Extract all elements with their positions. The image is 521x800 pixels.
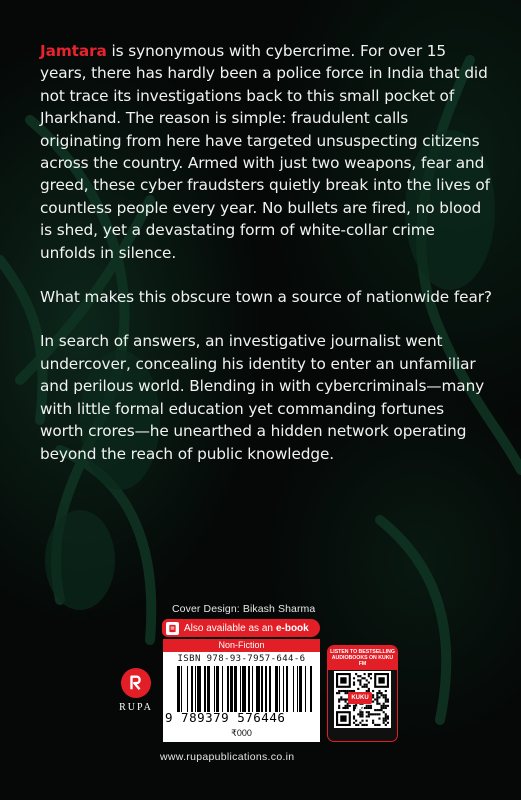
- qr-module: [355, 724, 357, 726]
- kuku-fm-qr-panel: [327, 645, 398, 742]
- qr-module: [370, 713, 372, 715]
- qr-module: [372, 713, 374, 715]
- ebook-banner: [162, 619, 320, 637]
- qr-module: [374, 713, 376, 715]
- kuku-header: LISTEN TO BESTSELLING AUDIOBOOKS ON KUKU FM: [328, 646, 397, 670]
- blurb-paragraph-1: [40, 40, 492, 264]
- qr-module: [366, 711, 368, 713]
- barcode-bar: [312, 666, 313, 712]
- qr-module: [372, 701, 374, 703]
- qr-module: [349, 705, 351, 707]
- qr-module: [378, 690, 380, 692]
- qr-module: [376, 692, 378, 694]
- qr-module: [353, 709, 355, 711]
- qr-module: [387, 722, 389, 724]
- qr-module: [344, 692, 346, 694]
- qr-module: [374, 724, 376, 726]
- qr-module: [338, 698, 340, 700]
- qr-module: [364, 677, 366, 679]
- qr-module: [387, 698, 389, 700]
- qr-module: [378, 724, 380, 726]
- qr-module: [387, 718, 389, 720]
- qr-module: [342, 698, 344, 700]
- qr-module: [366, 686, 368, 688]
- qr-module: [376, 701, 378, 703]
- qr-module: [347, 707, 349, 709]
- qr-module: [381, 694, 383, 696]
- qr-module: [338, 690, 340, 692]
- qr-module: [361, 720, 363, 722]
- qr-module: [374, 709, 376, 711]
- qr-module: [368, 688, 370, 690]
- qr-module: [385, 701, 387, 703]
- qr-module: [381, 705, 383, 707]
- book-icon: [168, 624, 177, 633]
- qr-module: [366, 720, 368, 722]
- qr-module: [338, 705, 340, 707]
- qr-module: [378, 713, 380, 715]
- qr-module: [372, 696, 374, 698]
- qr-module: [355, 720, 357, 722]
- barcode-label: [163, 639, 320, 742]
- barcode: [177, 666, 313, 712]
- qr-module: [378, 692, 380, 694]
- qr-module: [381, 707, 383, 709]
- qr-module: [385, 690, 387, 692]
- qr-module: [376, 698, 378, 700]
- cover-design-credit: Cover Design: Bikash Sharma: [172, 603, 316, 615]
- qr-module: [344, 690, 346, 692]
- qr-module: [364, 686, 366, 688]
- qr-module: [376, 713, 378, 715]
- qr-module: [347, 705, 349, 707]
- qr-module: [378, 677, 384, 683]
- qr-module: [385, 718, 387, 720]
- qr-module: [385, 698, 387, 700]
- qr-module: [353, 722, 355, 724]
- qr-module: [381, 692, 383, 694]
- qr-module: [378, 703, 380, 705]
- qr-module: [372, 690, 374, 692]
- qr-module: [359, 679, 361, 681]
- qr-module: [368, 681, 370, 683]
- qr-module: [366, 679, 368, 681]
- qr-module: [383, 703, 385, 705]
- qr-module: [378, 718, 380, 720]
- qr-module: [370, 707, 372, 709]
- rupa-mark-icon: [127, 674, 145, 692]
- qr-module: [344, 707, 346, 709]
- publisher-logo: [113, 668, 161, 736]
- qr-module: [368, 707, 370, 709]
- qr-module: [353, 684, 355, 686]
- qr-module: [376, 709, 378, 711]
- qr-module: [370, 673, 372, 675]
- qr-module: [366, 724, 368, 726]
- isbn-text: ISBN 978-93-7957-644-6: [177, 654, 306, 664]
- qr-module: [353, 705, 355, 707]
- qr-module: [366, 684, 368, 686]
- qr-module: [338, 692, 340, 694]
- qr-module: [353, 707, 355, 709]
- blurb-paragraph-3: In search of answers, an investigative journalist went undercover, concealing his identity to enter an unfamiliar and perilous world. Blending in with cybercriminals—many with little formal education yet commanding fortunes worth crores—he unearthed a hidden network operating beyond the reach of public knowledge.: [40, 332, 485, 463]
- title-highlight: Jamtara: [40, 42, 107, 60]
- qr-module: [383, 718, 385, 720]
- qr-module: [372, 722, 374, 724]
- rupa-logo-icon: [121, 668, 151, 698]
- qr-module: [364, 673, 366, 675]
- qr-module: [385, 694, 387, 696]
- publisher-name: RUPA: [119, 702, 153, 713]
- qr-module: [357, 679, 359, 681]
- qr-module: [338, 707, 340, 709]
- qr-module: [383, 720, 385, 722]
- qr-module: [364, 684, 366, 686]
- blurb-paragraph-1-text: is synonymous with cybercrime. For over 15 years, there has hardly been a police force in India that did not trace its investigations back to this small pocket of Jharkhand. The reason is simple: fraudulent calls originating from here have targeted unsuspecting citizens across the country. Armed with just two weapons, fear and greed, these cyber fraudsters quietly break into the lives of countless people every year. No bullets are fired, no blood is shed, yet a devastating form of white-collar crime unfolds in silence.: [40, 42, 490, 262]
- qr-module: [368, 673, 370, 675]
- qr-module: [359, 675, 361, 677]
- qr-module: [359, 722, 361, 724]
- qr-module: [359, 681, 361, 683]
- qr-module: [374, 698, 376, 700]
- qr-module: [378, 709, 380, 711]
- qr-module: [368, 711, 370, 713]
- qr-module: [357, 675, 359, 677]
- qr-module: [381, 709, 383, 711]
- qr-module: [383, 705, 385, 707]
- qr-module: [340, 698, 342, 700]
- qr-module: [383, 707, 385, 709]
- qr-module: [353, 718, 355, 720]
- ebook-icon: [166, 622, 179, 635]
- qr-module: [366, 715, 368, 717]
- qr-module: [340, 715, 346, 721]
- qr-module: [385, 707, 387, 709]
- qr-module: [342, 707, 344, 709]
- qr-module: [357, 724, 359, 726]
- qr-module: [385, 705, 387, 707]
- qr-module: [342, 690, 344, 692]
- qr-module: [385, 696, 387, 698]
- qr-module: [385, 713, 387, 715]
- qr-module: [361, 724, 363, 726]
- qr-module: [357, 688, 359, 690]
- qr-module: [383, 694, 385, 696]
- qr-module: [344, 698, 346, 700]
- ebook-label-bold: e-book: [275, 622, 309, 634]
- qr-module: [368, 705, 370, 707]
- qr-module: [372, 720, 374, 722]
- qr-module: [368, 675, 370, 677]
- qr-module: [383, 696, 385, 698]
- qr-module: [366, 705, 368, 707]
- qr-module: [383, 722, 385, 724]
- qr-module: [387, 715, 389, 717]
- qr-module: [376, 703, 378, 705]
- qr-module: [353, 677, 355, 679]
- qr-module: [336, 692, 338, 694]
- qr-module: [387, 705, 389, 707]
- qr-module: [387, 701, 389, 703]
- qr-module: [359, 684, 361, 686]
- qr-module: [338, 701, 340, 703]
- qr-module: [361, 677, 363, 679]
- qr-module: [368, 713, 370, 715]
- qr-module: [340, 696, 342, 698]
- back-cover-blurb: [40, 40, 492, 487]
- qr-module: [370, 705, 372, 707]
- qr-module: [385, 715, 387, 717]
- price: ₹000: [231, 728, 252, 738]
- qr-module: [372, 694, 374, 696]
- qr-module: [355, 673, 357, 675]
- qr-module: [378, 696, 380, 698]
- qr-module: [376, 696, 378, 698]
- qr-module: [376, 724, 378, 726]
- qr-module: [353, 715, 355, 717]
- qr-module: [385, 724, 387, 726]
- qr-module: [385, 720, 387, 722]
- qr-module: [370, 677, 372, 679]
- qr-module: [383, 711, 385, 713]
- genre-label: Non-Fiction: [163, 639, 320, 652]
- qr-module: [361, 686, 363, 688]
- qr-module: [340, 677, 346, 683]
- barcode-digits: 9 789379 576446: [165, 710, 286, 725]
- qr-module: [364, 724, 366, 726]
- ebook-label: Also available as an: [184, 622, 273, 634]
- qr-module: [353, 681, 355, 683]
- qr-module: [376, 694, 378, 696]
- qr-module: [344, 705, 346, 707]
- qr-module: [368, 715, 370, 717]
- qr-module: [340, 690, 342, 692]
- qr-module: [344, 701, 346, 703]
- publisher-url: www.rupapublications.co.in: [160, 751, 295, 763]
- qr-module: [366, 707, 368, 709]
- kuku-fm-badge: KUKU FM: [348, 692, 372, 704]
- blurb-paragraph-2: What makes this obscure town a source of nationwide fear?: [40, 288, 492, 307]
